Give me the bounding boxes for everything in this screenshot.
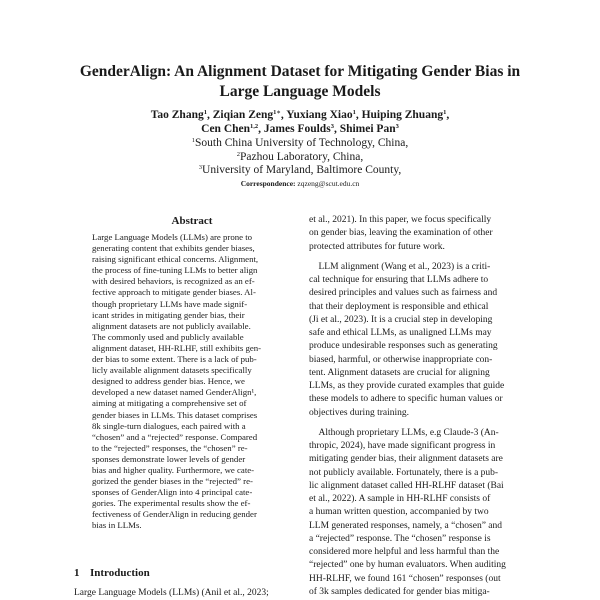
author-name: Huiping Zhuang xyxy=(361,109,444,121)
abstract-line: icant strides in mitigating gender bias, their xyxy=(92,309,245,320)
body-text-line: (Ji et al., 2023). It is a crucial step in developing xyxy=(309,314,493,325)
author-name: Shimei Pan xyxy=(339,123,396,135)
abstract-heading: Abstract xyxy=(171,215,213,227)
affil-text: South China University of Technology, China, xyxy=(195,137,409,149)
affil-mark: 1 xyxy=(191,137,196,144)
abstract-line: gories. The experimental results show the ef- xyxy=(92,498,251,509)
body-text-line: produce undesirable responses such as generating xyxy=(309,341,498,352)
abstract-line: fective approach to mitigate gender biases. Al- xyxy=(92,287,256,298)
correspondence-email[interactable]: zqzeng@scut.edu.cn xyxy=(297,179,360,188)
body-text-line: a “rejected” response. The “chosen” response is xyxy=(309,533,491,544)
body-text-line: tent. Alignment datasets are crucial for aligning xyxy=(309,367,490,378)
abstract-line: der bias to some extent. There is a lack of pub- xyxy=(92,354,257,365)
affiliation-list xyxy=(60,137,540,178)
author-name: James Foulds xyxy=(263,123,331,135)
body-text-line: Although proprietary LLMs, e.g Claude-3 (An- xyxy=(309,427,499,438)
author-line: Cen Chen$^{1,2}$, James Foulds$^3$, Shimei Pan$^3$ xyxy=(201,123,399,135)
title-line: GenderAlign: An Alignment Dataset for Mitigating Gender Bias in xyxy=(79,63,521,80)
abstract-line: Large Language Models (LLMs) are prone to xyxy=(92,232,253,242)
affiliation xyxy=(60,137,540,151)
body-text-line: desired principles and values such as fairness and xyxy=(309,288,498,299)
affiliation xyxy=(60,151,540,165)
body-text-line: mitigating gender bias, their alignment datasets are xyxy=(309,454,503,465)
affil-mark: 2 xyxy=(236,150,241,158)
body-text-line: thropic, 2024), have made significant progress in xyxy=(309,441,496,451)
abstract-line: designed to address gender bias. Hence, we xyxy=(92,376,245,387)
author-affil-mark: 1 xyxy=(203,109,207,116)
body-text-line: et al., 2021). In this paper, we focus specifically xyxy=(309,215,492,225)
abstract-line: bias in LLMs. xyxy=(92,520,142,531)
abstract-line: generating content that exhibits gender biases, xyxy=(92,243,255,254)
correspondence-label: Correspondence: xyxy=(240,179,296,188)
body-text-line: considered more helpful and less harmful than the xyxy=(309,547,500,557)
author-affil-mark: 1 xyxy=(443,109,447,116)
affil-text: University of Maryland, Baltimore County, xyxy=(202,164,402,176)
author-name: Ziqian Zeng xyxy=(212,109,274,121)
author-line: Tao Zhang$^1$, Ziqian Zeng$^{1∗}$, Yuxiang Xiao$^1$, Huiping Zhuang$^1$, xyxy=(150,109,450,121)
abstract-line: alignment datasets are not publicly available. xyxy=(92,320,251,331)
abstract-line: aiming at mitigating a comprehensive set of xyxy=(92,398,247,409)
body-text-line: these models to adhere to specific human values or xyxy=(309,394,503,405)
author-affil-mark: 3 xyxy=(395,123,399,130)
abstract-line: The commonly used and publicly available xyxy=(92,331,244,342)
abstract-line: gorized the gender biases in the “rejected” re- xyxy=(92,476,253,487)
body-text-line: HH-RLHF, we found 161 “chosen” responses (out xyxy=(309,573,501,584)
section-number: 1 xyxy=(74,567,80,579)
body-text-line: not publicly available. Fortunately, there is a pub- xyxy=(309,467,499,478)
body-text-line: protected attributes for future work. xyxy=(309,241,445,252)
abstract-line: though proprietary LLMs have made signif- xyxy=(92,298,248,309)
body-text-line: cal technique for ensuring that LLMs adhere to xyxy=(309,275,489,285)
author-list xyxy=(60,108,540,136)
body-text-line: of 3k samples dedicated for gender bias mitiga- xyxy=(309,586,490,597)
abstract-line: alignment dataset, HH-RLHF, still exhibits gen- xyxy=(92,342,262,353)
body-text-line: objectives during training. xyxy=(309,407,409,418)
author-name: Tao Zhang xyxy=(150,109,204,121)
correspondence xyxy=(60,179,540,189)
body-text-line: a human written question, accompanied by two xyxy=(309,507,489,518)
body-text-line: safe and ethical LLMs, as unaligned LLMs may xyxy=(309,328,492,338)
body-text-line: that their deployment is responsible and ethical xyxy=(309,301,489,312)
body-text-line: et al., 2022). A sample in HH-RLHF consists of xyxy=(309,494,491,504)
author-name: Yuxiang Xiao xyxy=(286,109,353,121)
affiliation xyxy=(60,164,540,178)
author-name: Cen Chen xyxy=(201,123,251,135)
abstract-line: with desired behaviors, is recognized as an ef- xyxy=(92,276,255,287)
abstract-line: raising significant ethical concerns. Alignment, xyxy=(92,254,259,265)
abstract-line: sponses of GenderAlign into 4 principal cate- xyxy=(92,487,253,498)
paper-title xyxy=(60,62,540,102)
section-heading-introduction xyxy=(74,566,294,580)
abstract-body xyxy=(92,232,292,532)
paragraph-gap xyxy=(309,420,531,427)
author-affil-mark: 1∗ xyxy=(273,109,281,116)
abstract-line: “chosen” and a “rejected” response. Compared xyxy=(92,431,258,442)
body-text-line: on gender bias, leaving the examination of other xyxy=(309,228,493,239)
author-affil-mark: 1,2 xyxy=(250,123,259,130)
affil-mark: 3 xyxy=(198,164,203,171)
body-text-line: lic alignment dataset called HH-RLHF dataset (Bai xyxy=(309,480,504,491)
body-text-line: “rejected” one by human evaluators. When auditing xyxy=(309,560,506,571)
abstract-line: licly available alignment datasets specifically xyxy=(92,365,252,376)
paragraph-gap xyxy=(309,254,531,261)
author-affil-mark: 1 xyxy=(352,109,356,116)
abstract-line: gender biases in LLMs. This dataset comprises xyxy=(92,409,258,420)
abstract-line: the process of fine-tuning LLMs to better align xyxy=(92,265,258,276)
body-text-line: LLMs, as they provide curated examples that guide xyxy=(309,381,505,391)
intro-text-line: Large Language Models (LLMs) (Anil et al., 2023; xyxy=(74,588,269,598)
title-line: Large Language Models xyxy=(219,83,381,100)
abstract-line: fectiveness of GenderAlign in reducing gender xyxy=(92,509,257,520)
abstract-line: 8k single-turn dialogues, each paired with a xyxy=(92,420,246,431)
body-text-line: biased, harmful, or otherwise inappropriate con- xyxy=(309,354,493,365)
abstract-line: sponses demonstrate lower levels of gender xyxy=(92,453,246,464)
right-column-text xyxy=(309,214,531,599)
body-text-line: LLM alignment (Wang et al., 2023) is a criti- xyxy=(309,261,491,272)
section-title: Introduction xyxy=(90,567,150,579)
body-text-line: LLM generated responses, namely, a “chosen” and xyxy=(309,520,503,531)
affil-text: Pazhou Laboratory, China, xyxy=(240,150,364,163)
abstract-line: to the “rejected” responses, the “chosen” re- xyxy=(92,442,248,453)
author-affil-mark: 3 xyxy=(330,123,334,130)
abstract-line: bias and higher quality. Furthermore, we cate- xyxy=(92,464,255,475)
abstract-line: developed a new dataset named GenderAlign¹, xyxy=(92,387,257,398)
